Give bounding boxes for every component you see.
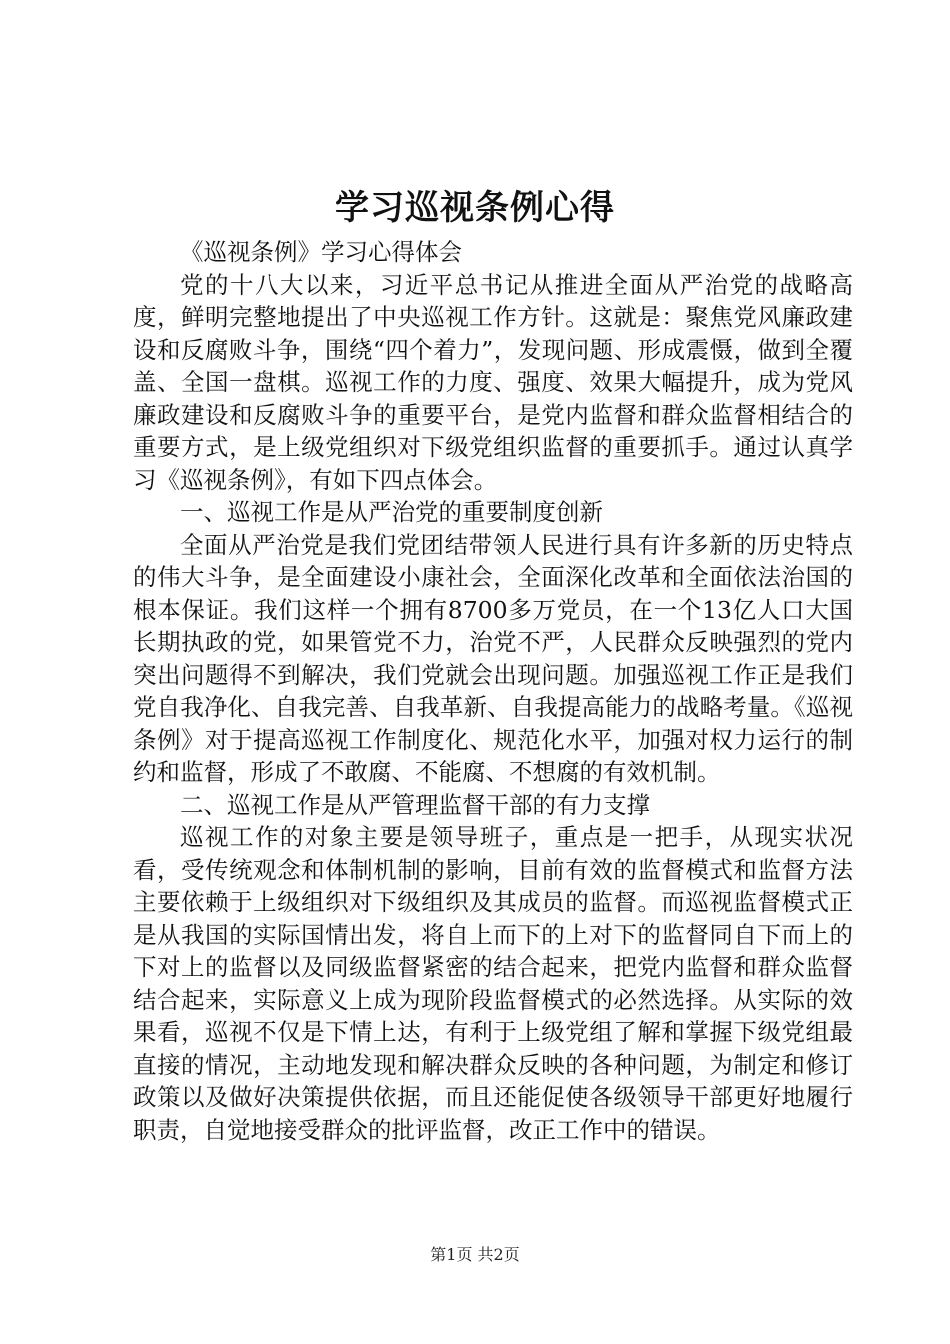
page-number: 第1页: [430, 1245, 473, 1264]
section-heading-2: 二、巡视工作是从严管理监督干部的有力支撑: [180, 790, 650, 819]
section-2-paragraph: 巡视工作的对象主要是领导班子，重点是一把手，从现实状况看，受传统观念和体制机制的影响，目前有效的监督模式和监督方法主要依赖于上级组织对下级组织及其成员的监督。而巡视监督模式正是从我国的实际国情出发，将自上而下的上对下的监督同自下而上的下对上的监督以及同级监督紧密的结合起来，把党内监督和群众监督结合起来，实际意义上成为现阶段监督模式的必然选择。从实际的效果看，巡视不仅是下情上达，有利于上级党组了解和掌握下级党组最直接的情况，主动地发现和解决群众反映的各种问题，为制定和修订政策以及做好决策提供依据，而且还能促使各级领导干部更好地履行职责，自觉地接受群众的批评监督，改正工作中的错误。: [133, 823, 853, 1144]
document-title: 学习巡视条例心得: [335, 188, 615, 228]
page-footer: [0, 1244, 950, 1266]
subtitle-paragraph: 《巡视条例》学习心得体会: [180, 238, 462, 266]
section-1-paragraph: 全面从严治党是我们党团结带领人民进行具有许多新的历史特点的伟大斗争，是全面建设小康社会，全面深化改革和全面依法治国的根本保证。我们这样一个拥有8700多万党员，在一个13亿人口大国长期执政的党，如果管党不力，治党不严，人民群众反映强烈的党内突出问题得不到解决，我们党就会出现问题。加强巡视工作正是我们党自我净化、自我完善、自我革新、自我提高能力的战略考量。《巡视条例》对于提高巡视工作制度化、规范化水平，加强对权力运行的制约和监督，形成了不敢腐、不能腐、不想腐的有效机制。: [133, 530, 853, 786]
intro-paragraph: 党的十八大以来，习近平总书记从推进全面从严治党的战略高度，鲜明完整地提出了中央巡视工作方针。这就是：聚焦党风廉政建设和反腐败斗争，围绕“四个着力”，发现问题、形成震慑，做到全覆盖、全国一盘棋。巡视工作的力度、强度、效果大幅提升，成为党风廉政建设和反腐败斗争的重要平台，是党内监督和群众监督相结合的重要方式，是上级党组织对下级党组织监督的重要抓手。通过认真学习《巡视条例》，有如下四点体会。: [133, 270, 853, 494]
section-heading-1: 一、巡视工作是从严治党的重要制度创新: [180, 498, 603, 526]
document-body: [133, 236, 853, 1146]
page-total: 共2页: [477, 1245, 520, 1264]
